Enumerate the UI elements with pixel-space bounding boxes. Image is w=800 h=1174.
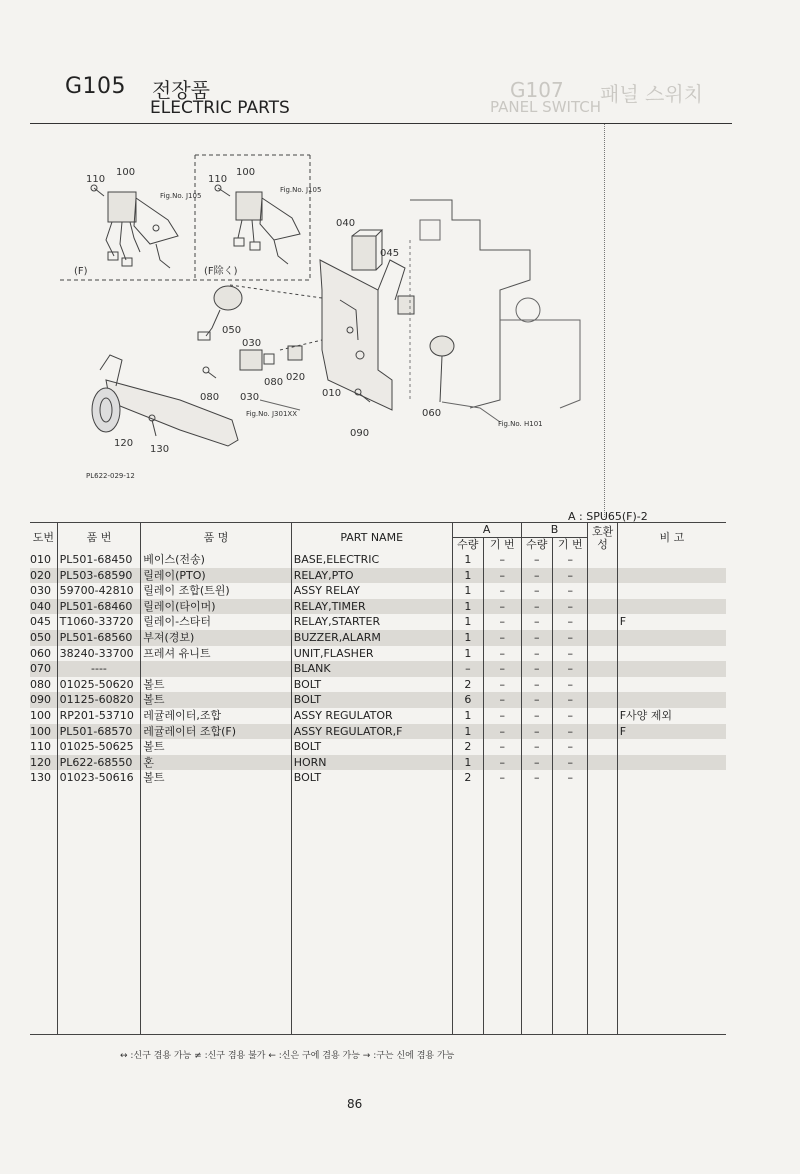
cell-no: 100 bbox=[30, 724, 57, 740]
cell-part-no: PL622-68550 bbox=[57, 755, 141, 771]
cell-interchange bbox=[588, 755, 617, 771]
cell-code-b: – bbox=[552, 661, 588, 677]
table-row bbox=[30, 770, 726, 786]
cell-code-a: – bbox=[483, 755, 521, 771]
cell-qty-b: – bbox=[521, 568, 552, 584]
cell-name-en: BASE,ELECTRIC bbox=[291, 552, 452, 568]
table-row bbox=[30, 614, 726, 630]
cell-code-a: – bbox=[483, 646, 521, 662]
table-row bbox=[30, 755, 726, 771]
header-code-b: 기 번 bbox=[552, 538, 588, 553]
cell-name-en: RELAY,STARTER bbox=[291, 614, 452, 630]
cell-qty-a: 1 bbox=[452, 708, 483, 724]
cell-qty-b: – bbox=[521, 614, 552, 630]
cell-interchange bbox=[588, 692, 617, 708]
cell-code-b: – bbox=[552, 692, 588, 708]
cell-part-no: PL501-68560 bbox=[57, 630, 141, 646]
cell-interchange bbox=[588, 677, 617, 693]
cell-no: 050 bbox=[30, 630, 57, 646]
interchange-legend: ↔ :신구 겸용 가능 ≠ :신구 겸용 불가 ← :신은 구에 겸용 가능 → :구는 신에 겸용 가능 bbox=[120, 1051, 455, 1061]
cell-interchange bbox=[588, 739, 617, 755]
cell-interchange bbox=[588, 614, 617, 630]
cell-qty-a: 1 bbox=[452, 599, 483, 615]
callout-030-upper: 030 bbox=[242, 338, 262, 349]
cell-remark: F bbox=[617, 724, 726, 740]
cell-remark bbox=[617, 646, 726, 662]
cell-part-no: PL503-68590 bbox=[57, 568, 141, 584]
cell-part-no: RP201-53710 bbox=[57, 708, 141, 724]
section-code: G105 bbox=[65, 74, 127, 99]
callout-090: 090 bbox=[350, 428, 370, 439]
cell-code-b: – bbox=[552, 614, 588, 630]
table-row bbox=[30, 692, 726, 708]
cell-no: 030 bbox=[30, 584, 51, 598]
callout-050: 050 bbox=[222, 325, 242, 336]
callout-045: 045 bbox=[380, 248, 400, 259]
cell-code-b: – bbox=[552, 630, 588, 646]
cell-qty-a: 6 bbox=[452, 692, 483, 708]
callout-080-upper: 080 bbox=[264, 377, 284, 388]
parts-table bbox=[30, 522, 726, 1035]
figref-j301: Fig.No. J301XX bbox=[246, 410, 297, 418]
cell-qty-a: – bbox=[452, 661, 483, 677]
cell-name-ko bbox=[141, 661, 291, 677]
variant-label-f: (F) bbox=[74, 266, 88, 277]
callout-030: 030 bbox=[240, 392, 260, 403]
cell-name-ko: 볼트 bbox=[141, 770, 291, 786]
cell-name-ko: 베이스(전송) bbox=[141, 552, 291, 568]
ghost-section-code: G107 bbox=[510, 78, 564, 102]
cell-no: 100 bbox=[30, 708, 51, 722]
callout-080: 080 bbox=[200, 392, 220, 403]
cell-qty-b: – bbox=[521, 692, 552, 708]
cell-qty-a: 1 bbox=[452, 755, 483, 771]
callout-060: 060 bbox=[422, 408, 442, 419]
cell-name-en: RELAY,PTO bbox=[291, 568, 452, 584]
cell-remark bbox=[617, 677, 726, 693]
cell-code-a: – bbox=[483, 630, 521, 646]
cell-name-en: BUZZER,ALARM bbox=[291, 630, 452, 646]
cell-part-no: T1060-33720 bbox=[57, 614, 141, 630]
cell-qty-a: 1 bbox=[452, 614, 483, 630]
cell-name-en: ASSY REGULATOR,F bbox=[291, 724, 452, 740]
cell-code-a: – bbox=[483, 677, 521, 693]
cell-part-no: 01025-50625 bbox=[57, 739, 141, 755]
cell-code-b: – bbox=[552, 739, 588, 755]
cell-interchange bbox=[588, 770, 617, 786]
cell-no: 060 bbox=[30, 646, 51, 660]
cell-interchange bbox=[588, 599, 617, 615]
header-qty-b: 수량 bbox=[521, 538, 552, 553]
cell-qty-b: – bbox=[521, 755, 552, 771]
table-row bbox=[30, 739, 726, 755]
page-number: 86 bbox=[347, 1097, 363, 1111]
cell-no: 040 bbox=[30, 599, 57, 615]
diagram-callouts bbox=[74, 167, 543, 480]
cell-qty-a: 1 bbox=[452, 583, 483, 599]
cell-remark: F bbox=[617, 614, 726, 630]
cell-code-a: – bbox=[483, 568, 521, 584]
cell-part-no: PL501-68570 bbox=[57, 724, 141, 740]
cell-qty-b: – bbox=[521, 661, 552, 677]
cell-code-a: – bbox=[483, 708, 521, 724]
table-filler bbox=[30, 786, 726, 1035]
header-part-no: 품 번 bbox=[57, 523, 141, 553]
cell-interchange bbox=[588, 646, 617, 662]
header-no: 도번 bbox=[30, 523, 57, 553]
table-row bbox=[30, 552, 726, 568]
callout-130: 130 bbox=[150, 444, 170, 455]
figref-j105: Fig.No. J105 bbox=[280, 186, 322, 194]
cell-qty-a: 1 bbox=[452, 724, 483, 740]
cell-remark bbox=[617, 739, 726, 755]
cell-qty-a: 2 bbox=[452, 739, 483, 755]
cell-no: 010 bbox=[30, 553, 51, 566]
cell-qty-a: 1 bbox=[452, 552, 483, 568]
cell-qty-b: – bbox=[521, 646, 552, 662]
cell-no: 080 bbox=[30, 677, 51, 691]
cell-code-a: – bbox=[483, 552, 521, 568]
cell-interchange bbox=[588, 708, 617, 724]
cell-code-a: – bbox=[483, 614, 521, 630]
header-name-en: PART NAME bbox=[291, 523, 452, 553]
cell-name-en: ASSY REGULATOR bbox=[291, 708, 452, 724]
figref-j105-f: Fig.No. J105 bbox=[160, 192, 202, 200]
callout-110-f: 110 bbox=[86, 174, 106, 185]
cell-remark bbox=[617, 583, 726, 599]
cell-code-a: – bbox=[483, 724, 521, 740]
cell-qty-a: 1 bbox=[452, 568, 483, 584]
cell-remark bbox=[617, 661, 726, 677]
cell-qty-b: – bbox=[521, 630, 552, 646]
cell-qty-a: 2 bbox=[452, 770, 483, 786]
cell-name-ko: 릴레이(PTO) bbox=[141, 568, 291, 584]
cell-qty-b: – bbox=[521, 583, 552, 599]
callout-100-f: 100 bbox=[116, 167, 136, 178]
cell-remark bbox=[617, 692, 726, 708]
header-interchange: 호환성 bbox=[588, 523, 617, 553]
cell-name-en: RELAY,TIMER bbox=[291, 599, 452, 615]
cell-no: 070 bbox=[30, 661, 57, 677]
cell-part-no: 59700-42810 bbox=[57, 583, 141, 599]
cell-code-b: – bbox=[552, 583, 588, 599]
cell-part-no: ---- bbox=[57, 661, 141, 677]
cell-part-no: 38240-33700 bbox=[57, 646, 141, 662]
cell-name-en: BLANK bbox=[291, 661, 452, 677]
cell-no: 130 bbox=[30, 771, 51, 785]
cell-code-b: – bbox=[552, 755, 588, 771]
cell-code-b: – bbox=[552, 568, 588, 584]
cell-name-ko: 볼트 bbox=[141, 739, 291, 755]
table-row bbox=[30, 724, 726, 740]
cell-interchange bbox=[588, 552, 617, 568]
cell-qty-a: 2 bbox=[452, 677, 483, 693]
cell-qty-b: – bbox=[521, 708, 552, 724]
cell-name-ko: 레귤레이터,조합 bbox=[141, 708, 291, 724]
cell-name-ko: 릴레이(타이머) bbox=[141, 599, 291, 615]
header-remarks: 비 고 bbox=[617, 523, 726, 553]
ghost-title-korean: 패널 스위치 bbox=[600, 82, 703, 106]
table-row bbox=[30, 677, 726, 693]
cell-remark bbox=[617, 568, 726, 584]
table-row bbox=[30, 583, 726, 599]
cell-interchange bbox=[588, 724, 617, 740]
cell-code-b: – bbox=[552, 677, 588, 693]
table-row bbox=[30, 661, 726, 677]
cell-name-ko: 부져(경보) bbox=[141, 630, 291, 646]
header-qty-a: 수량 bbox=[452, 538, 483, 553]
cell-name-en: BOLT bbox=[291, 770, 452, 786]
header-group-b: B bbox=[521, 523, 588, 538]
cell-remark bbox=[617, 770, 726, 786]
header-rule bbox=[30, 123, 732, 124]
header-code-a: 기 번 bbox=[483, 538, 521, 553]
cell-no: 045 bbox=[30, 615, 51, 629]
callout-100: 100 bbox=[236, 167, 256, 178]
cell-remark: F사양 제외 bbox=[617, 708, 726, 724]
table-row bbox=[30, 599, 726, 615]
cell-qty-b: – bbox=[521, 739, 552, 755]
cell-part-no: PL501-68460 bbox=[57, 599, 141, 615]
cell-interchange bbox=[588, 583, 617, 599]
cell-qty-a: 1 bbox=[452, 630, 483, 646]
callout-110: 110 bbox=[208, 174, 228, 185]
cell-name-en: UNIT,FLASHER bbox=[291, 646, 452, 662]
callout-010: 010 bbox=[322, 388, 342, 399]
callout-040: 040 bbox=[336, 218, 356, 229]
cell-name-ko: 볼트 bbox=[141, 692, 291, 708]
cell-qty-b: – bbox=[521, 770, 552, 786]
cell-code-b: – bbox=[552, 552, 588, 568]
cell-name-ko: 릴레이-스타터 bbox=[141, 614, 291, 630]
cell-remark bbox=[617, 630, 726, 646]
cell-name-en: BOLT bbox=[291, 739, 452, 755]
callout-120: 120 bbox=[114, 438, 134, 449]
cell-name-ko: 혼 bbox=[141, 755, 291, 771]
cell-code-b: – bbox=[552, 708, 588, 724]
cell-code-a: – bbox=[483, 692, 521, 708]
cell-code-a: – bbox=[483, 583, 521, 599]
exploded-parts-diagram bbox=[60, 140, 600, 500]
cell-name-ko: 레귤레이터 조합(F) bbox=[141, 724, 291, 740]
cell-name-en: ASSY RELAY bbox=[291, 583, 452, 599]
cell-part-no: 01025-50620 bbox=[57, 677, 141, 693]
cell-part-no: PL501-68450 bbox=[57, 552, 141, 568]
cell-name-en: BOLT bbox=[291, 677, 452, 693]
header-group-a: A bbox=[452, 523, 521, 538]
cell-qty-a: 1 bbox=[452, 646, 483, 662]
header-name-ko: 품 명 bbox=[141, 523, 291, 553]
cell-remark bbox=[617, 552, 726, 568]
cell-code-a: – bbox=[483, 599, 521, 615]
cell-code-b: – bbox=[552, 770, 588, 786]
cell-qty-b: – bbox=[521, 552, 552, 568]
cell-code-b: – bbox=[552, 646, 588, 662]
section-title-english: ELECTRIC PARTS bbox=[150, 98, 290, 118]
cell-qty-b: – bbox=[521, 599, 552, 615]
table-row bbox=[30, 708, 726, 724]
table-row bbox=[30, 646, 726, 662]
cell-code-b: – bbox=[552, 724, 588, 740]
ghost-title-english: PANEL SWITCH bbox=[490, 98, 601, 116]
figref-h101: Fig.No. H101 bbox=[498, 420, 543, 428]
model-label: A : SPU65(F)-2 bbox=[568, 510, 648, 523]
cell-part-no: 01023-50616 bbox=[57, 770, 141, 786]
cell-interchange bbox=[588, 630, 617, 646]
cell-no: 120 bbox=[30, 755, 57, 771]
cell-code-a: – bbox=[483, 739, 521, 755]
cell-name-en: BOLT bbox=[291, 692, 452, 708]
cell-interchange bbox=[588, 661, 617, 677]
table-row bbox=[30, 568, 726, 584]
cell-name-ko: 볼트 bbox=[141, 677, 291, 693]
cell-part-no: 01125-60820 bbox=[57, 692, 141, 708]
cell-qty-b: – bbox=[521, 677, 552, 693]
cell-interchange bbox=[588, 568, 617, 584]
cell-no: 110 bbox=[30, 740, 51, 754]
table-row bbox=[30, 630, 726, 646]
page-divider bbox=[604, 124, 605, 517]
cell-name-en: HORN bbox=[291, 755, 452, 771]
callout-020: 020 bbox=[286, 372, 306, 383]
cell-code-a: – bbox=[483, 770, 521, 786]
cell-name-ko: 릴레이 조합(트윈) bbox=[141, 583, 291, 599]
cell-remark bbox=[617, 755, 726, 771]
cell-no: 090 bbox=[30, 692, 57, 708]
drawing-code: PL622-029-12 bbox=[86, 472, 135, 480]
cell-no: 020 bbox=[30, 568, 57, 584]
cell-code-b: – bbox=[552, 599, 588, 615]
cell-code-a: – bbox=[483, 661, 521, 677]
variant-label-not-f: (F除く) bbox=[204, 266, 238, 277]
cell-qty-b: – bbox=[521, 724, 552, 740]
section-title-korean: 전장품 bbox=[152, 78, 210, 102]
cell-remark bbox=[617, 599, 726, 615]
cell-name-ko: 프레셔 유니트 bbox=[141, 646, 291, 662]
